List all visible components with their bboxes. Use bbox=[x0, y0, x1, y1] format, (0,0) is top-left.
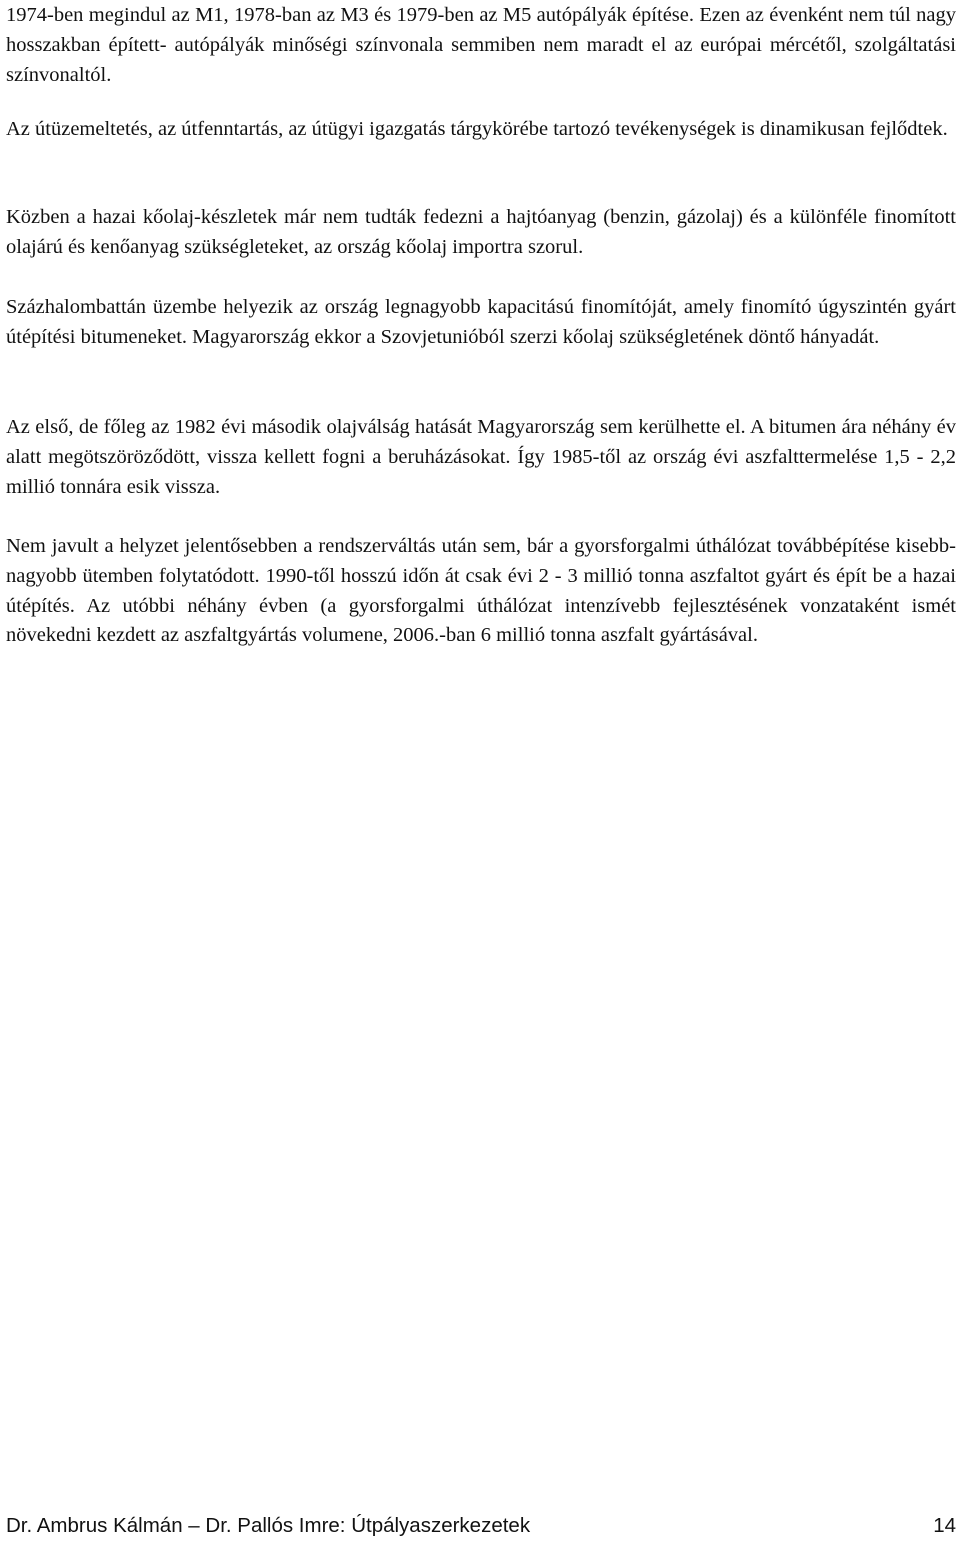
footer-page-number: 14 bbox=[933, 1514, 956, 1537]
page-footer bbox=[6, 1512, 956, 1540]
paragraph-refinery: Százhalombattán üzembe helyezik az ország legnagyobb kapacitású finomítóját, amely finomító úgyszintén gyárt útépítési bitumeneket. Magyarország ekkor a Szovjetunióból szerzi kőolaj szükségletének döntő hányadát. bbox=[6, 296, 956, 348]
paragraph-motorway-construction: 1974-ben megindul az M1, 1978-ban az M3 és 1979-ben az M5 autópályák építése. Ezen az évenként nem túl nagy hosszakban épített- autópályák minőségi színvonala semmiben nem maradt el az európai mércétől, szolgáltatási színvonaltól. bbox=[6, 4, 956, 86]
paragraph-regime-change: Nem javult a helyzet jelentősebben a rendszerváltás után sem, bár a gyorsforgalmi úthálózat továbbépítése kisebb-nagyobb ütemben folytatódott. 1990-től hosszú időn át csak évi 2 - 3 millió tonna aszfaltot gyárt és épít be a hazai útépítés. Az utóbbi néhány évben (a gyorsforgalmi úthálózat intenzívebb fejlesztésének vonzataként ismét növekedni kezdett az aszfaltgyártás volumene, 2006.-ban 6 millió tonna aszfalt gyártásával. bbox=[6, 535, 956, 647]
footer-authors-title: Dr. Ambrus Kálmán – Dr. Pallós Imre: Útpályaszerkezetek bbox=[6, 1514, 531, 1537]
paragraph-oil-crisis: Az első, de főleg az 1982 évi második olajválság hatását Magyarország sem kerülhette el. A bitumen ára néhány év alatt megötszöröződött, vissza kellett fogni a beruházásokat. Így 1985-től az ország évi aszfalttermelése 1,5 - 2,2 millió tonnára esik vissza. bbox=[6, 416, 956, 498]
paragraph-road-operation: Az útüzemeltetés, az útfenntartás, az útügyi igazgatás tárgykörébe tartozó tevékenységek is dinamikusan fejlődtek. bbox=[6, 118, 948, 140]
paragraph-oil-import: Közben a hazai kőolaj-készletek már nem tudták fedezni a hajtóanyag (benzin, gázolaj) és a különféle finomított olajárú és kenőanyag szükségleteket, az ország kőolaj importra szorul. bbox=[6, 206, 956, 258]
